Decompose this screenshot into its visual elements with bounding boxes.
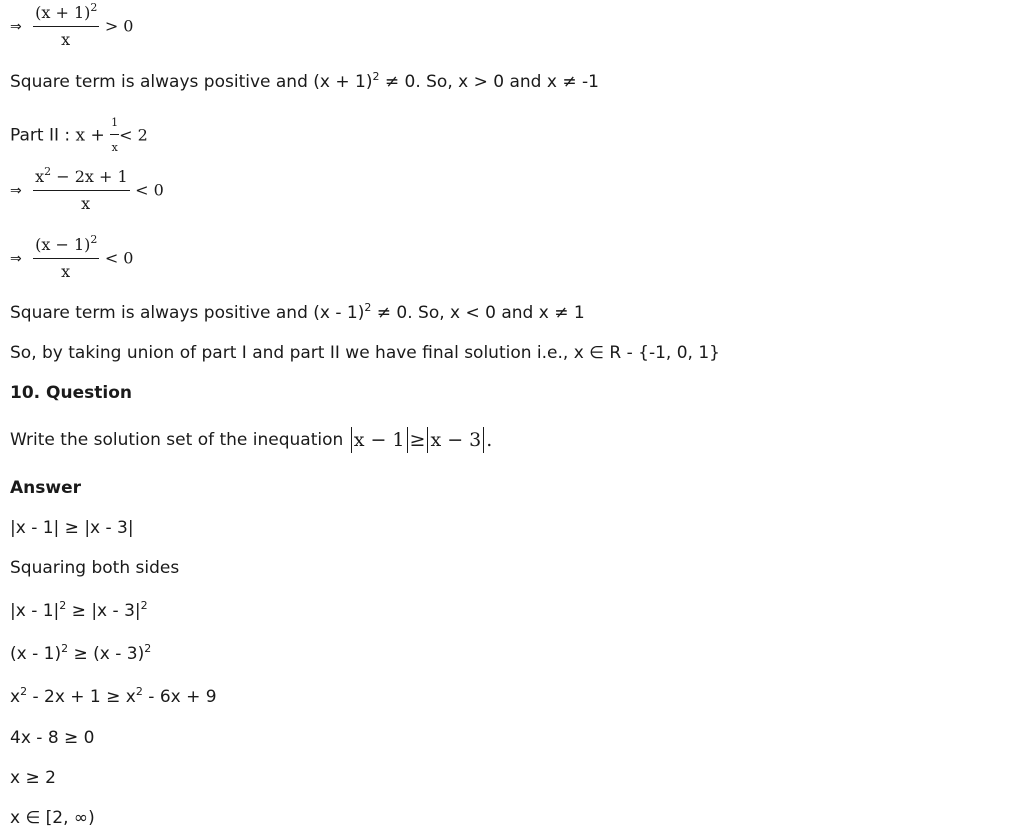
fraction-denominator: x <box>61 30 71 49</box>
equation-3 <box>10 234 133 283</box>
part-ii-statement <box>10 112 148 159</box>
step-2: Squaring both sides <box>10 558 180 578</box>
relation-greater-than-zero: > 0 <box>104 16 134 36</box>
fraction-x-plus-1-squared-over-x <box>33 2 99 51</box>
relation-less-than-two: < 2 <box>119 125 148 145</box>
question-text: Write the solution set of the inequation x − 1 ≥ x − 3 . <box>10 429 493 451</box>
step-7: x ≥ 2 <box>10 768 56 788</box>
fraction-denominator: x <box>61 262 71 281</box>
question-heading: 10. Question <box>10 383 132 403</box>
text-square-term-positive-1: Square term is always positive and $(x + 1)^2 \ne 0$. So, x > 0 and x ≠ -1 <box>10 70 599 92</box>
fraction-numerator: $(x - 1)^2$ <box>33 234 99 259</box>
fraction-quadratic-over-x <box>33 166 130 215</box>
abs-rhs: x − 3 <box>430 429 482 451</box>
fraction-one-over-x: $\frac{1}{x}$ <box>110 112 119 159</box>
implies-symbol: ⇒ <box>10 182 22 199</box>
step-5: $x^2 - 2x + 1 \ge x^2 - 6x + 9$ <box>10 685 217 707</box>
part-ii-expression: x + <box>75 125 111 146</box>
text-square-term-positive-2: Square term is always positive and (x - 1)$^2$ ≠ 0. So, x < 0 and x ≠ 1 <box>10 301 585 323</box>
implies-symbol: ⇒ <box>10 18 22 35</box>
text-final-solution: So, by taking union of part I and part II we have final solution i.e., x ∈ R - {-1, 0, 1} <box>10 343 720 363</box>
fraction-denominator: x <box>81 194 91 213</box>
step-1: |x - 1| ≥ |x - 3| <box>10 518 134 538</box>
fraction-numerator: $(x + 1)^2$ <box>33 2 99 27</box>
answer-heading: Answer <box>10 478 81 498</box>
fraction-numerator: $x^2 - 2x + 1$ <box>33 166 130 191</box>
fraction-x-minus-1-squared-over-x <box>33 234 99 283</box>
part-ii-label: Part II : <box>10 125 76 146</box>
step-6: 4x - 8 ≥ 0 <box>10 728 95 748</box>
implies-symbol: ⇒ <box>10 250 22 267</box>
ge-symbol: ≥ <box>409 429 426 451</box>
relation-less-than-zero: < 0 <box>104 248 134 268</box>
equation-1 <box>10 2 133 51</box>
abs-lhs: x − 1 <box>353 429 405 451</box>
relation-less-than-zero: < 0 <box>135 180 164 200</box>
step-4: (x - 1)$^2$ ≥ (x - 3)$^2$ <box>10 642 152 664</box>
equation-2 <box>10 166 164 215</box>
step-3: $|x - 1|^2 \ge |x - 3|^2$ <box>10 599 148 621</box>
step-8: x ∈ [2, ∞) <box>10 808 95 828</box>
